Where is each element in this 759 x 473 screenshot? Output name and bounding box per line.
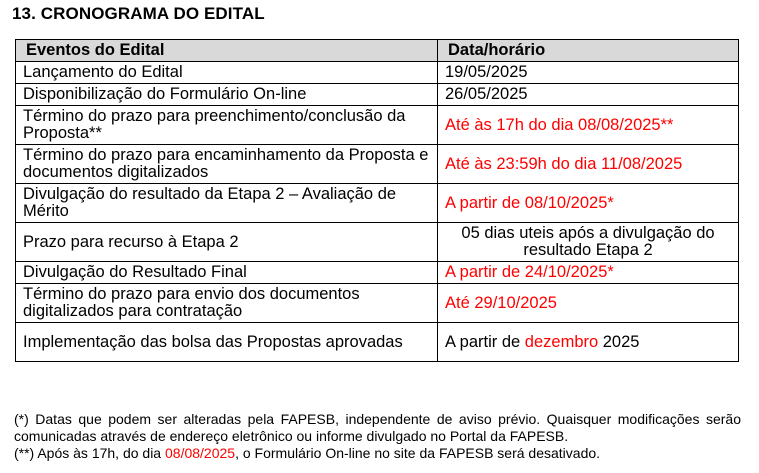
date-cell: 19/05/2025 xyxy=(438,62,739,84)
table-row xyxy=(16,262,739,284)
date-cell: Até às 23:59h do dia 11/08/2025 xyxy=(438,145,739,184)
footnote-2-suffix: , o Formulário On-line no site da FAPESB será desativado. xyxy=(235,445,601,461)
event-cell: Divulgação do resultado da Etapa 2 – Avaliação de Mérito xyxy=(16,184,438,223)
date-cell: 26/05/2025 xyxy=(438,84,739,106)
event-cell: Implementação das bolsa das Propostas aprovadas xyxy=(16,323,438,362)
table-header-row xyxy=(16,40,739,62)
table-row xyxy=(16,323,739,362)
date-prefix: A partir de xyxy=(445,332,525,351)
date-cell: Até 29/10/2025 xyxy=(438,284,739,323)
footnote-2-prefix: (**) Após às 17h, do dia xyxy=(14,445,165,461)
footnote-2 xyxy=(14,445,741,462)
event-cell: Término do prazo para envio dos documentos digitalizados para contratação xyxy=(16,284,438,323)
event-cell: Término do prazo para preenchimento/conclusão da Proposta** xyxy=(16,106,438,145)
column-header-date: Data/horário xyxy=(438,40,739,62)
event-cell: Disponibilização do Formulário On-line xyxy=(16,84,438,106)
footnote-2-highlight: 08/08/2025 xyxy=(165,445,236,461)
table-row xyxy=(16,223,739,262)
event-cell: Prazo para recurso à Etapa 2 xyxy=(16,223,438,262)
table-row xyxy=(16,62,739,84)
section-title: 13. CRONOGRAMA DO EDITAL xyxy=(12,4,265,23)
footnotes xyxy=(14,411,741,462)
table-row xyxy=(16,284,739,323)
footnote-1: (*) Datas que podem ser alteradas pela FAPESB, independente de aviso prévio. Quaisquer modificações serão comunicadas através de endereço eletrônico ou informe divulgado no Portal da FAPESB. xyxy=(14,411,741,444)
table-row xyxy=(16,106,739,145)
table-row xyxy=(16,145,739,184)
date-cell: 05 dias uteis após a divulgação do resultado Etapa 2 xyxy=(438,223,739,262)
schedule-table xyxy=(15,39,739,362)
date-highlight: dezembro xyxy=(524,332,599,351)
date-cell xyxy=(438,323,739,362)
date-cell: A partir de 24/10/2025* xyxy=(438,262,739,284)
event-cell: Divulgação do Resultado Final xyxy=(16,262,438,284)
date-cell: A partir de 08/10/2025* xyxy=(438,184,739,223)
event-cell: Término do prazo para encaminhamento da Proposta e documentos digitalizados xyxy=(16,145,438,184)
date-cell: Até às 17h do dia 08/08/2025** xyxy=(438,106,739,145)
column-header-events: Eventos do Edital xyxy=(16,40,438,62)
date-suffix: 2025 xyxy=(598,332,640,351)
table-row xyxy=(16,184,739,223)
event-cell: Lançamento do Edital xyxy=(16,62,438,84)
table-row xyxy=(16,84,739,106)
